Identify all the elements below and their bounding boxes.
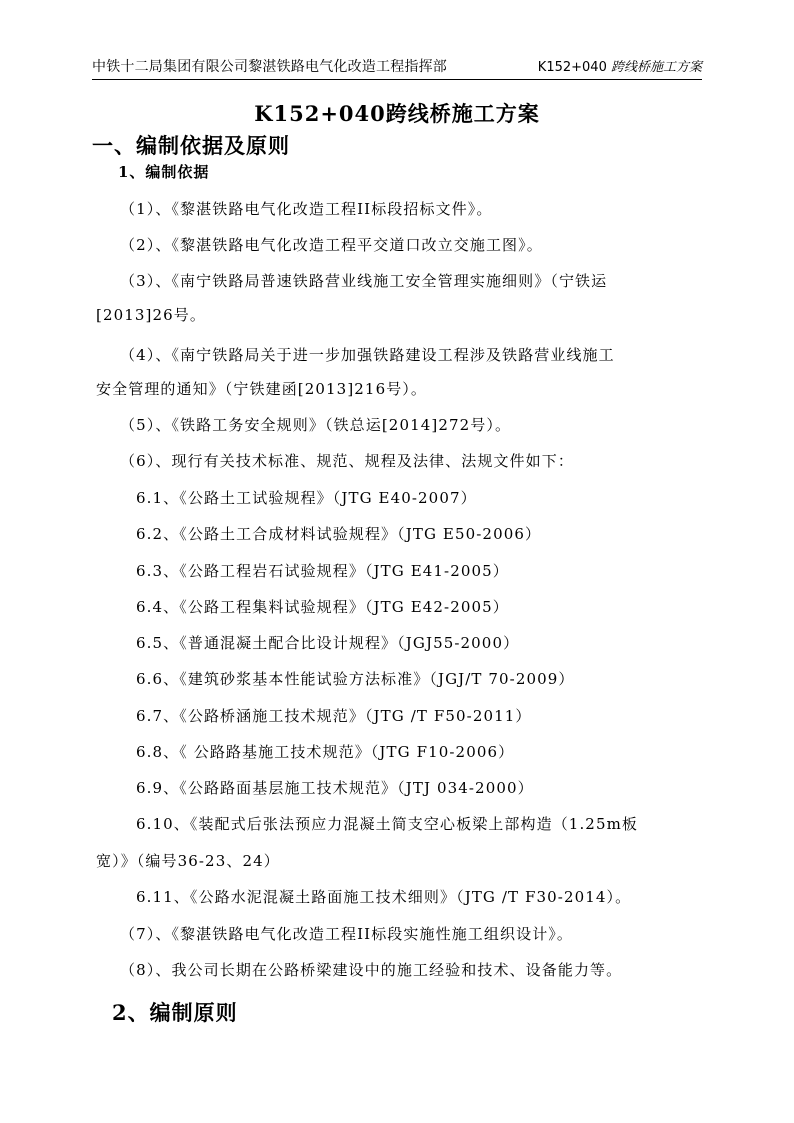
basis-item-4-cont: 安全管理的通知》（宁铁建函[2013]216号）。 <box>96 380 428 398</box>
standard-6-3: 6.3、《公路工程岩石试验规程》（JTG E41-2005） <box>136 562 509 580</box>
header-doc-title: 跨线桥施工方案 <box>610 60 702 75</box>
standard-6-2: 6.2、《公路土工合成材料试验规程》（JTG E50-2006） <box>136 525 542 543</box>
standard-6-10: 6.10、《装配式后张法预应力混凝土简支空心板梁上部构造（1.25m板 <box>136 815 639 833</box>
subsection-heading-basis: 1、编制依据 <box>118 163 210 181</box>
document-title: K152+040跨线桥施工方案 <box>254 101 540 126</box>
section-heading-basis-principles: 一、编制依据及原则 <box>92 133 290 158</box>
header-code: K152+040 <box>537 60 611 75</box>
standard-6-8: 6.8、《 公路路基施工技术规范》（JTG F10-2006） <box>136 743 515 761</box>
basis-item-1: （1）、《黎湛铁路电气化改造工程II标段招标文件》。 <box>120 200 493 218</box>
basis-item-4: （4）、《南宁铁路局关于进一步加强铁路建设工程涉及铁路营业线施工 <box>120 346 615 364</box>
standard-6-6: 6.6、《建筑砂浆基本性能试验方法标准》（JGJ/T 70-2009） <box>136 670 575 688</box>
basis-item-5: （5）、《铁路工务安全规则》（铁总运[2014]272号）。 <box>120 416 512 434</box>
standard-6-7: 6.7、《公路桥涵施工技术规范》（JTG /T F50-2011） <box>136 707 532 725</box>
standard-6-10-cont: 宽）》（编号36-23、24） <box>96 852 280 870</box>
standard-6-4: 6.4、《公路工程集料试验规程》（JTG E42-2005） <box>136 598 509 616</box>
basis-item-6: （6）、现行有关技术标准、规范、规程及法律、法规文件如下： <box>120 452 574 470</box>
header-organization: 中铁十二局集团有限公司黎湛铁路电气化改造工程指挥部 <box>92 59 447 75</box>
standard-6-11: 6.11、《公路水泥混凝土路面施工技术细则》（JTG /T F30-2014）。 <box>136 888 632 906</box>
standard-6-9: 6.9、《公路路面基层施工技术规范》（JTJ 034-2000） <box>136 779 534 797</box>
standard-6-1: 6.1、《公路土工试验规程》（JTG E40-2007） <box>136 489 477 507</box>
basis-item-7: （7）、《黎湛铁路电气化改造工程II标段实施性施工组织设计》。 <box>120 925 573 943</box>
basis-item-2: （2）、《黎湛铁路电气化改造工程平交道口改立交施工图》。 <box>120 236 543 254</box>
basis-item-3-cont: [2013]26号。 <box>96 306 206 324</box>
basis-item-8: （8）、我公司长期在公路桥梁建设中的施工经验和技术、设备能力等。 <box>120 961 623 979</box>
section-heading-principles: 2、编制原则 <box>112 1000 238 1025</box>
header-document-name <box>538 56 702 75</box>
standard-6-5: 6.5、《普通混凝土配合比设计规程》（JGJ55-2000） <box>136 634 520 652</box>
page-header <box>92 53 702 80</box>
basis-item-3: （3）、《南宁铁路局普速铁路营业线施工安全管理实施细则》（宁铁运 <box>120 272 608 290</box>
